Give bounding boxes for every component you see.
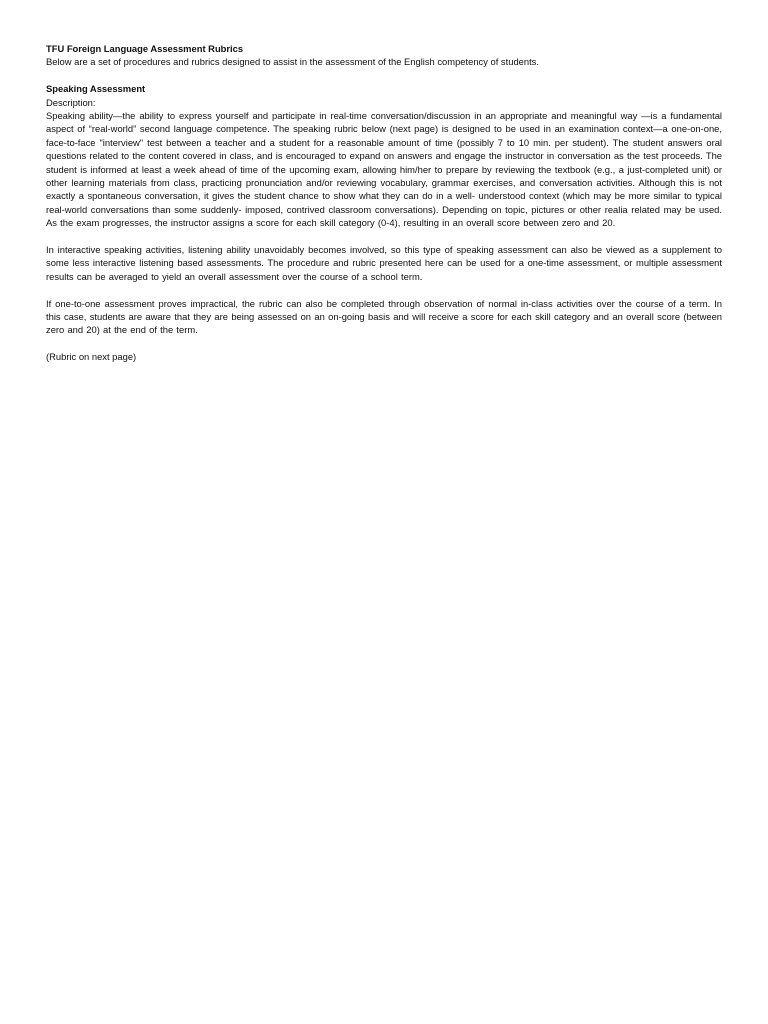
body-paragraph: If one-to-one assessment proves impractical, the rubric can also be completed through observation of normal in-class activities over the course of a term. In this case, students are aware that they are being assessed on an on-going basis and will receive a score for each skill category and an overall score (between zero and 20) at the end of the term. xyxy=(46,297,722,336)
body-paragraph: In interactive speaking activities, listening ability unavoidably becomes involved, so this type of speaking assessment can also be viewed as a supplement to some less interactive listening based assessments. The procedure and rubric presented here can be used for a one-time assessment, or multiple assessment results can be averaged to yield an overall assessment over the course of a school term. xyxy=(46,244,722,282)
description-label: Description: xyxy=(46,96,96,108)
document-intro: Below are a set of procedures and rubrics designed to assist in the assessment of the English competency of students. xyxy=(46,56,539,68)
document-title: TFU Foreign Language Assessment Rubrics xyxy=(46,43,244,54)
document-page xyxy=(46,42,722,364)
section-heading: Speaking Assessment xyxy=(46,83,146,95)
body-paragraph: Speaking ability—the ability to express yourself and participate in real-time conversation/discussion in an appropriate and meaningful way —is a fundamental aspect of “real-world” second language competence. The speaking rubric below (next page) is designed to be used in an examination context—a one-on-one, face-to-face "interview" test between a teacher and a student for a reasonable amount of time (possibly 7 to 10 min. per student). The student answers oral questions related to the content covered in class, and is encouraged to expand on answers and engage the instructor in conversation as the test proceeds. The student is informed at least a week ahead of time of the upcoming exam, allowing him/her to prepare by reviewing the textbook (e.g., a just-completed unit) or other learning materials from class, practicing pronunciation and/or reviewing vocabulary, grammar exercises, and conversation activities. Although this is not exactly a spontaneous conversation, it gives the student chance to show what they can do in a well- understood context (which may be more similar to typical real-world conversations than some suddenly- imposed, contrived classroom conversations). Depending on topic, pictures or other realia related may be used. As the exam progresses, the instructor assigns a score for each skill category (0-4), resulting in an overall score between zero and 20. xyxy=(46,110,722,229)
footer-note: (Rubric on next page) xyxy=(46,351,137,363)
